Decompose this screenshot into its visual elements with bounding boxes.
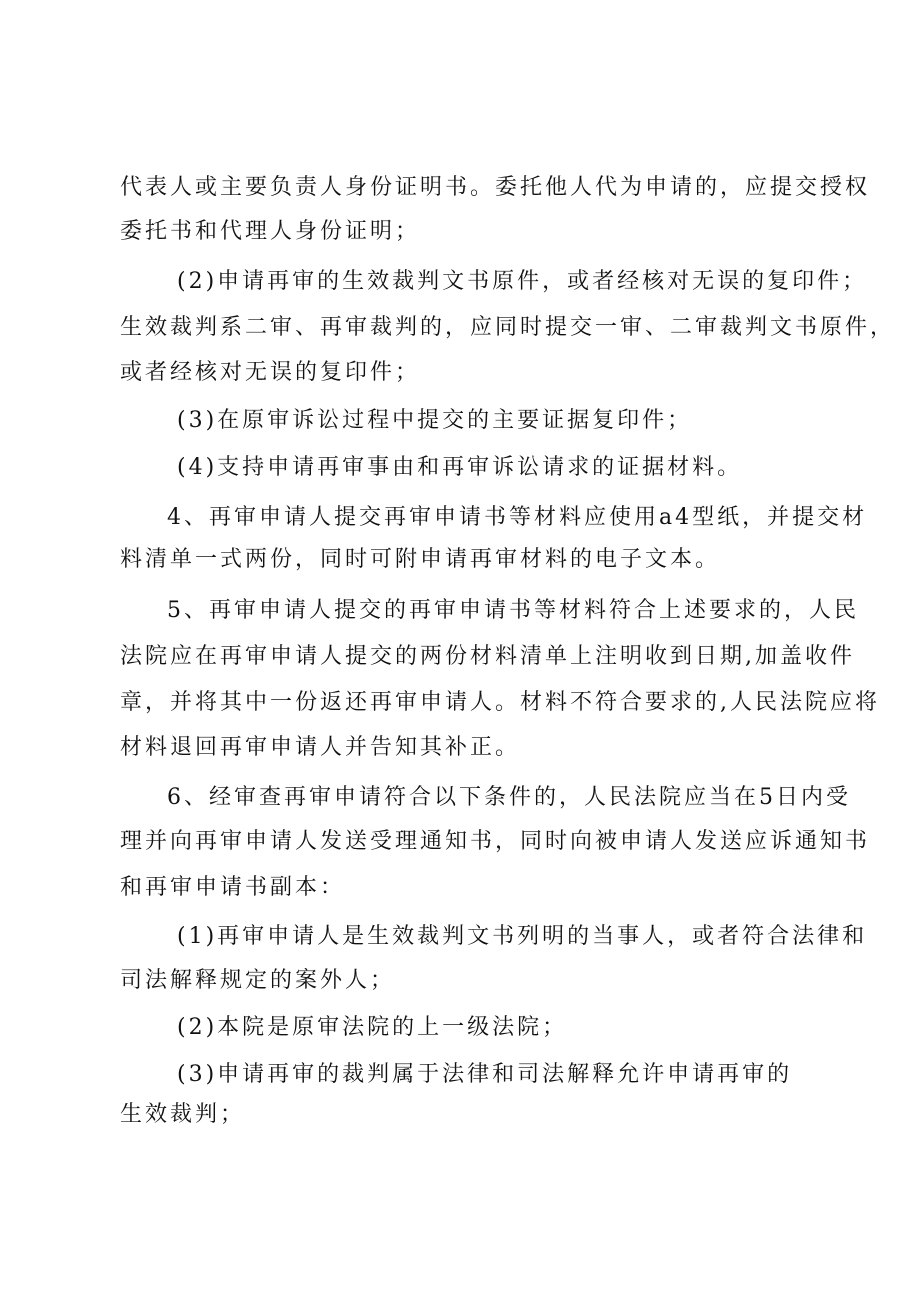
cond-2-line: (2)本院是原审法院的上一级法院； bbox=[177, 1015, 568, 1040]
cond-1-line-2: 司法解释规定的案外人； bbox=[120, 968, 396, 993]
cond-1-line-1: (1)再审申请人是生效裁判文书列明的当事人，或者符合法律和 bbox=[177, 924, 868, 949]
para-6-line-1: 6、经审查再审申请符合以下条件的，人民法院应当在5日内受 bbox=[167, 785, 851, 810]
item-2-line-3: 或者经核对无误的复印件； bbox=[120, 360, 421, 385]
para-4-line-2: 料清单一式两份，同时可附申请再审材料的电子文本。 bbox=[120, 547, 721, 572]
para-5-line-4: 材料退回再审申请人并告知其补正。 bbox=[120, 735, 521, 760]
para-4-line-1: 4、再审申请人提交再审申请书等材料应使用a4型纸，并提交材 bbox=[167, 505, 868, 530]
text-line-2: 委托书和代理人身份证明； bbox=[120, 219, 421, 244]
cond-3-line-2: 生效裁判； bbox=[120, 1102, 246, 1127]
text-line-1: 代表人或主要负责人身份证明书。委托他人代为申请的，应提交授权 bbox=[120, 175, 871, 200]
para-6-line-3: 和再审申请书副本： bbox=[120, 875, 346, 900]
item-2-line-2: 生效裁判系二审、再审裁判的，应同时提交一审、二审裁判文书原件， bbox=[120, 315, 896, 340]
para-5-line-1: 5、再审申请人提交的再审申请书等材料符合上述要求的，人民 bbox=[167, 598, 859, 623]
item-4-line: (4)支持申请再审事由和再审诉讼请求的证据材料。 bbox=[177, 455, 743, 480]
item-3-line: (3)在原审诉讼过程中提交的主要证据复印件； bbox=[177, 408, 693, 433]
para-6-line-2: 理并向再审申请人发送受理通知书，同时向被申请人发送应诉通知书 bbox=[120, 829, 871, 854]
para-5-line-2: 法院应在再审申请人提交的两份材料清单上注明收到日期,加盖收件 bbox=[120, 644, 855, 669]
para-5-line-3: 章，并将其中一份返还再审申请人。材料不符合要求的,人民法院应将 bbox=[120, 690, 880, 715]
cond-3-line-1: (3)申请再审的裁判属于法律和司法解释允许申请再审的 bbox=[177, 1062, 793, 1087]
item-2-line-1: (2)申请再审的生效裁判文书原件，或者经核对无误的复印件； bbox=[177, 269, 868, 294]
